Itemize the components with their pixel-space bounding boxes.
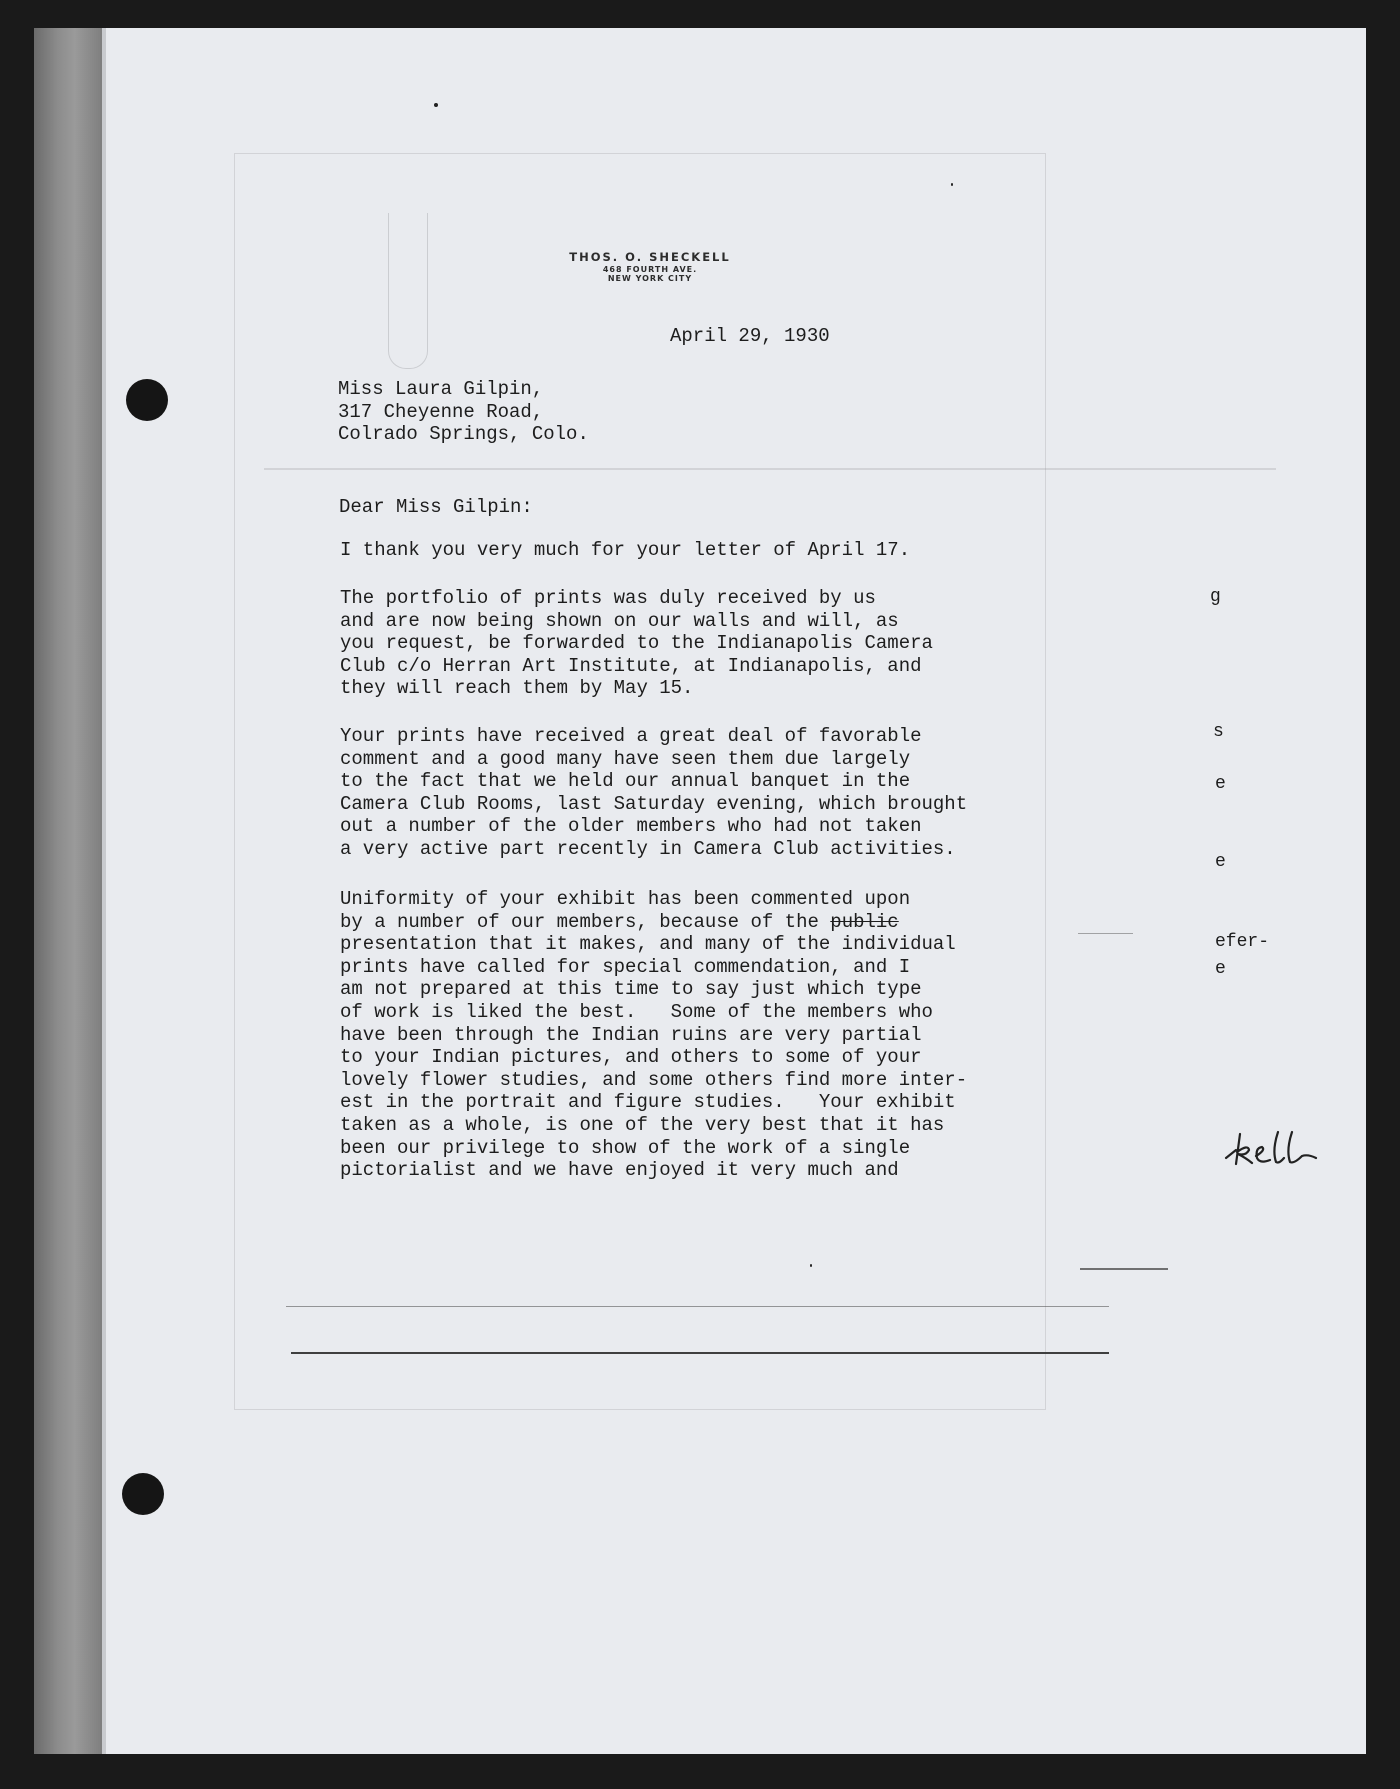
margin-fragment: e (1215, 852, 1226, 872)
ink-speck (810, 1264, 812, 1267)
paragraph-line: have been through the Indian ruins are very partial (340, 1023, 922, 1046)
paragraph-line: Club c/o Herran Art Institute, at Indianapolis, and (340, 654, 922, 677)
recipient-name: Miss Laura Gilpin, (338, 378, 544, 400)
paragraph-line: taken as a whole, is one of the very best that it has (340, 1113, 945, 1136)
margin-fragment: g (1210, 587, 1221, 607)
paragraph-line: been our privilege to show of the work of a single (340, 1136, 911, 1159)
underlying-sheet-bottom-rule (291, 1352, 1109, 1354)
show-through-tab (388, 213, 428, 369)
paragraph-line: I thank you very much for your letter of April 17. (340, 539, 911, 561)
show-through-line (264, 468, 1276, 470)
underlying-sheet-right-rule-low (1080, 1268, 1168, 1270)
letter-date: April 29, 1930 (670, 325, 830, 347)
paragraph-3 (340, 725, 967, 861)
paragraph-line: Your prints have received a great deal of favorable (340, 725, 922, 747)
ink-speck (434, 103, 438, 107)
handwritten-signature-fragment (1222, 1130, 1322, 1177)
underlying-sheet-right-rule (1078, 933, 1133, 934)
paragraph-2 (340, 587, 933, 700)
recipient-street: 317 Cheyenne Road, (338, 400, 544, 423)
scan-edge-line (102, 28, 106, 1754)
paragraph-line: am not prepared at this time to say just which type (340, 978, 922, 1001)
paragraph-line: by a number of our members, because of the (340, 910, 819, 933)
paragraph-line: to your Indian pictures, and others to some of your (340, 1046, 922, 1069)
letterhead (560, 251, 740, 284)
margin-fragment: e (1215, 959, 1226, 979)
recipient-address (338, 378, 589, 446)
paragraph-line: Uniformity of your exhibit has been commented upon (340, 888, 911, 910)
paragraph-line: you request, be forwarded to the Indianapolis Camera (340, 632, 933, 655)
paragraph-line: pictorialist and we have enjoyed it very much and (340, 1159, 899, 1182)
paragraph-line: presentation that it makes, and many of the individual (340, 933, 956, 956)
paragraph-line: they will reach them by May 15. (340, 677, 694, 700)
punch-hole-bottom (122, 1473, 164, 1515)
paragraph-line: to the fact that we held our annual banquet in the (340, 770, 911, 793)
recipient-city: Colrado Springs, Colo. (338, 423, 589, 446)
handwritten-signature-icon (1222, 1130, 1322, 1172)
paragraph-line: out a number of the older members who had not taken (340, 815, 922, 838)
punch-hole-top (126, 379, 168, 421)
struck-word: public (830, 910, 899, 933)
letterhead-street: 468 FOURTH AVE. (602, 264, 698, 274)
paragraph-line: Camera Club Rooms, last Saturday evening, which brought (340, 792, 968, 815)
paragraph-line: of work is liked the best. Some of the members who (340, 1000, 933, 1023)
letterhead-city: NEW YORK CITY (607, 274, 693, 284)
ink-speck (951, 183, 953, 186)
paragraph-line: and are now being shown on our walls and will, as (340, 609, 899, 632)
paragraph-line: prints have called for special commendation, and I (340, 955, 911, 978)
paragraph-line: lovely flower studies, and some others find more inter- (340, 1068, 968, 1091)
margin-fragment: s (1213, 722, 1224, 742)
paragraph-1 (340, 539, 910, 562)
margin-fragment: efer- (1215, 932, 1270, 952)
paragraph-line: The portfolio of prints was duly received by us (340, 587, 876, 609)
scan-edge-strip (34, 28, 102, 1754)
paragraph-line: a very active part recently in Camera Club activities. (340, 837, 956, 860)
underlying-sheet-edge (286, 1306, 1109, 1307)
paragraph-4 (340, 888, 967, 1182)
salutation: Dear Miss Gilpin: (339, 496, 533, 518)
letterhead-name: THOS. O. SHECKELL (569, 250, 731, 264)
paragraph-line: est in the portrait and figure studies. Your exhibit (340, 1091, 956, 1114)
margin-fragment: e (1215, 774, 1226, 794)
paragraph-line: comment and a good many have seen them due largely (340, 747, 911, 770)
